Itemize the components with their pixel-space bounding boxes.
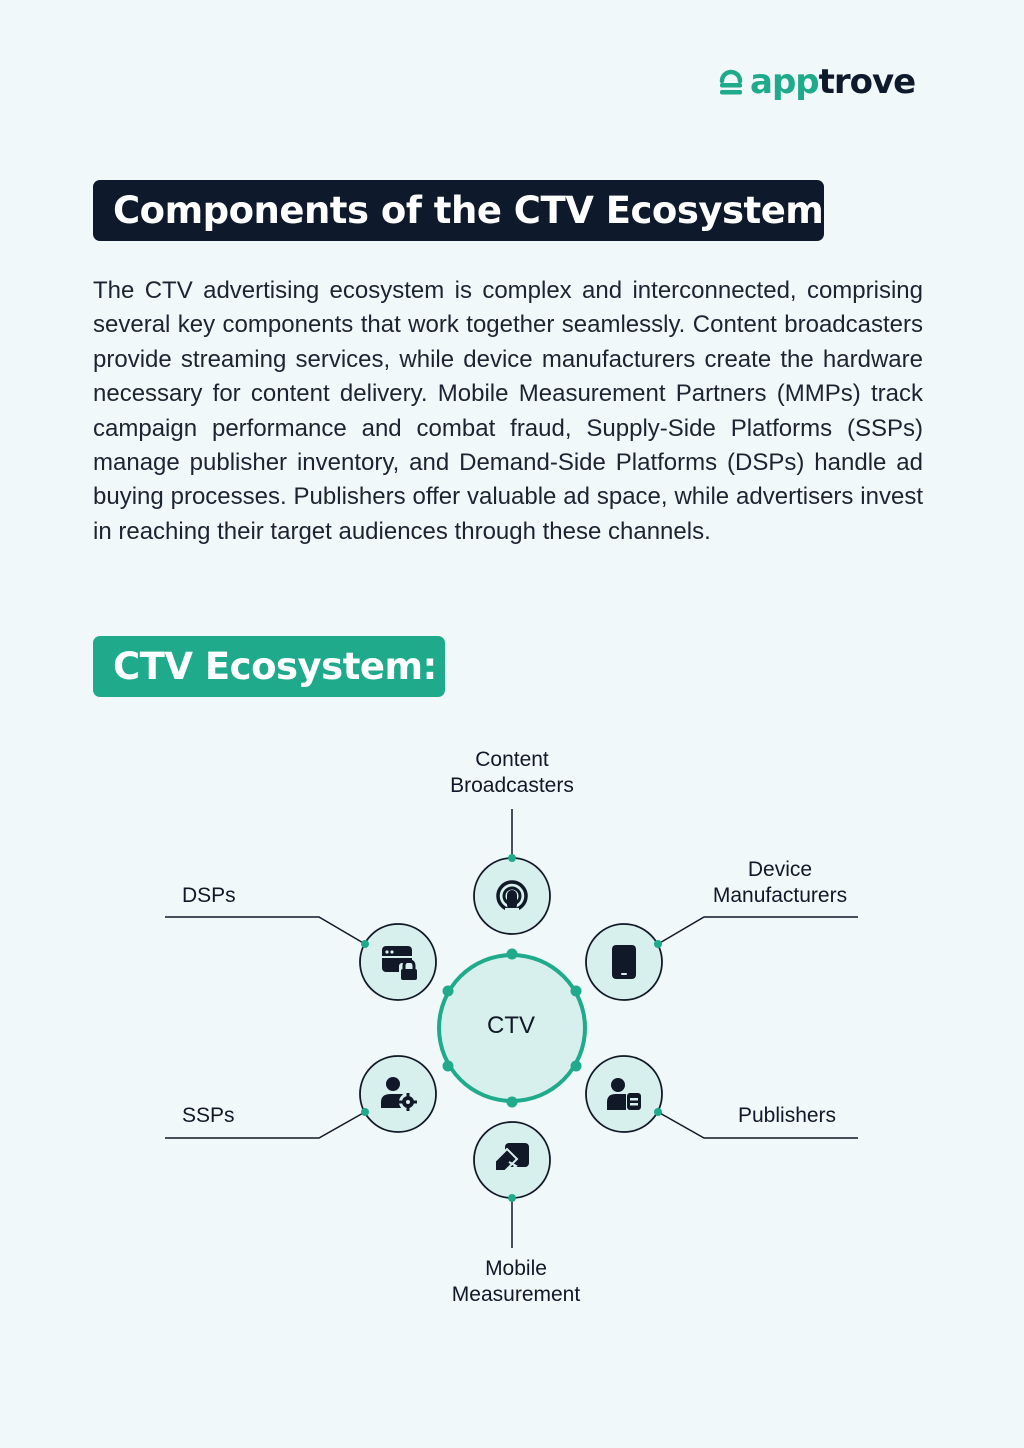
attach-dot: [508, 1194, 516, 1202]
attach-dot: [508, 854, 516, 862]
connector-device-manufacturers: [658, 917, 858, 944]
attach-dot: [361, 1108, 369, 1116]
page-title-banner: [93, 180, 824, 241]
attach-dot: [361, 940, 369, 948]
apptrove-logo-icon: [718, 67, 744, 97]
ctv-ecosystem-diagram: [0, 720, 1024, 1340]
ctv-port-dot: [507, 949, 518, 960]
attach-dot: [654, 1108, 662, 1116]
ctv-port-dot: [443, 1061, 454, 1072]
ctv-port-dot: [443, 986, 454, 997]
label-mobile-measurement: Mobile Measurement: [451, 1257, 581, 1306]
attach-dot: [654, 940, 662, 948]
page-title: Components of the CTV Ecosystem: [113, 189, 824, 232]
apptrove-logo: [718, 60, 928, 104]
label-device-manufacturers: Device Manufacturers: [712, 858, 848, 907]
label-dsps: DSPs: [182, 884, 236, 907]
label-ssps: SSPs: [182, 1104, 235, 1127]
label-publishers: Publishers: [738, 1104, 837, 1127]
label-content-broadcasters: Content Broadcasters: [450, 748, 574, 797]
ctv-center-label: CTV: [487, 1012, 535, 1039]
section-title: CTV Ecosystem:: [113, 645, 437, 688]
intro-paragraph: The CTV advertising ecosystem is complex and interconnected, comprising several key components that work together seamlessly. Content broadcasters provide streaming services, while device manufacturers create the hardware necessary for content delivery. Mobile Measurement Partners (MMPs) track campaign performance and combat fraud, Supply-Side Platforms (SSPs) manage publisher inventory, and Demand-Side Platforms (DSPs) handle ad buying processes. Publishers offer valuable ad space, while advertisers invest in reaching their target audiences through these channels.: [93, 277, 923, 545]
connector-dsps: [165, 917, 365, 944]
logo-wordmark: apptrove: [750, 62, 916, 102]
device-icon: [612, 945, 636, 979]
ctv-port-dot: [507, 1097, 518, 1108]
ctv-port-dot: [571, 986, 582, 997]
ctv-port-dot: [571, 1061, 582, 1072]
section-title-banner: [93, 636, 445, 697]
